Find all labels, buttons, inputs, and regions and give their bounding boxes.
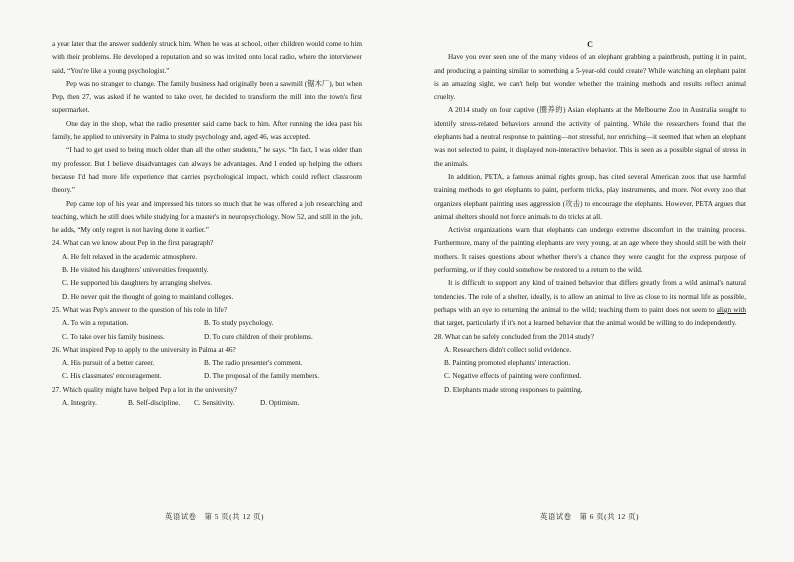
paragraph: a year later that the answer suddenly struck him. When he was at school, other children would come to him with their problems. He developed a reputation and so was invited onto local radio, where the interviewer said, “You're like a young psychologist.”: [52, 40, 362, 75]
option-row: [52, 317, 362, 330]
text-run: that target, particularly if it's not a learned behavior that the animal would be willing to do independently.: [434, 319, 737, 328]
question-stem: 24. What can we know about Pep in the first paragraph?: [52, 239, 214, 248]
option-b: B. The radio presenter's comment.: [204, 359, 303, 368]
option-b: B. He visited his daughters' universities frequently.: [62, 266, 209, 275]
paragraph: Activist organizations warn that elephants can undergo extreme discomfort in the training process. Furthermore, many of the painting elephants are very young, at an age where they should still be with their mothers. It raises questions about whether there's a chance they were caught for the express purpose of performing, or if they could somehow be restored to a return to the wild.: [434, 226, 746, 275]
option-c: C. Sensitivity.: [194, 399, 235, 408]
paragraph: [434, 277, 746, 330]
option-b: B. Self-discipline.: [128, 399, 181, 408]
section-title: C: [587, 40, 593, 49]
option-row: [52, 397, 362, 410]
left-column: [52, 38, 362, 410]
option-b: B. To study psychology.: [204, 319, 274, 328]
question-stem: 27. Which quality might have helped Pep a lot in the university?: [52, 385, 238, 394]
page-footer-left: 英语试卷 第 5 页(共 12 页): [165, 512, 264, 521]
question-26: [52, 344, 362, 384]
option-d: D. The proposal of the family members.: [204, 372, 320, 381]
option-c: C. His classmates' encouragement.: [62, 372, 162, 381]
option-a: A. His pursuit of a better career.: [62, 359, 155, 368]
option-c: C. He supported his daughters by arranging shelves.: [62, 279, 212, 288]
question-stem: 26. What inspired Pep to apply to the university in Palma at 46?: [52, 345, 236, 354]
option-c: C. To take over his family business.: [62, 332, 165, 341]
text-run: It is difficult to support any kind of trained behavior that differs greatly from a wild animal's natural tendencies. The role of a shelter, ideally, is to allow an animal to live as close to its normal life as possible, perhaps with an eye to returning the animal to the wild; teaching them to paint does not seem to: [434, 279, 746, 314]
option-a: A. Researchers didn't collect solid evidence.: [444, 345, 572, 354]
page-footer-right: 英语试卷 第 6 页(共 12 页): [540, 512, 639, 521]
paragraph: “I had to get used to being much older than all the other students,” he says. “In fact, I was older than my professor. But I believe disadvantages can always be advantages. And I ended up helping the others because I'd had more life experience that carries psychological impact, which could reflect classroom theory.”: [52, 146, 362, 195]
option-row: [52, 331, 362, 344]
option-d: D. Optimism.: [260, 399, 300, 408]
option-a: A. He felt relaxed in the academic atmosphere.: [62, 252, 198, 261]
paragraph: In addition, PETA, a famous animal rights group, has cited several American zoos that use harmful training methods to get elephants to paint, perform tricks, play instruments, and more. Not every zoo that organizes elephant painting uses aggression (攻击) to encourage the elephants. However, PETA argues that animal shelters should not force animals to do tricks at all.: [434, 172, 746, 221]
paragraph: Have you ever seen one of the many videos of an elephant grabbing a paintbrush, putting it in paint, and producing a painting similar to something a 5-year-old could create? While watching an elephant paint is an amazing sight, we can't help but wonder whether the training methods and results reflect animal cruelty.: [434, 53, 746, 102]
question-27: [52, 384, 362, 411]
question-stem: 28. What can be safely concluded from the 2014 study?: [434, 332, 594, 341]
paragraph: Pep came top of his year and impressed his tutors so much that he was offered a job researching and teaching, which he still does while studying for a master's in neuropsychology. Now 52, and still in the job, he adds, “My only regret is not having done it earlier.”: [52, 199, 362, 235]
option-row: [52, 357, 362, 370]
option-d: D. Elephants made strong responses to painting.: [444, 385, 583, 394]
question-25: [52, 304, 362, 344]
question-stem: 25. What was Pep's answer to the question of his role in life?: [52, 305, 228, 314]
question-28: [434, 331, 746, 397]
option-row: [52, 370, 362, 383]
question-24: [52, 237, 362, 303]
underlined-phrase: align with: [716, 305, 746, 314]
paragraph: Pep was no stranger to change. The family business had originally been a sawmill (锯木厂), but when Pep, then 27, was asked if he wanted to take over, he decided to transform the mill into the town's first supermarket.: [52, 79, 362, 115]
option-d: D. He never quit the thought of going to mainland colleges.: [62, 292, 234, 301]
option-a: A. Integrity.: [62, 399, 97, 408]
option-d: D. To cure children of their problems.: [204, 332, 313, 341]
option-b: B. Painting promoted elephants' interaction.: [444, 359, 571, 368]
paragraph: A 2014 study on four captive (圈养的) Asian elephants at the Melbourne Zoo in Australia sought to identify stress-related behaviors around the activity of painting. While the researchers found that the elephants had a neutral response to painting—not stressful, nor enriching—it seemed that when an elephant was not selected to paint, it displayed non-interactive behavior. This is seen as a possible signal of stress in the animals.: [434, 106, 746, 168]
option-a: A. To win a reputation.: [62, 319, 129, 328]
option-c: C. Negative effects of painting were confirmed.: [444, 372, 582, 381]
paragraph: One day in the shop, what the radio presenter said came back to him. After running the idea past his family, he applied to university in Palma to study psychology and, aged 46, was accepted.: [52, 119, 362, 142]
right-column: [434, 38, 746, 397]
